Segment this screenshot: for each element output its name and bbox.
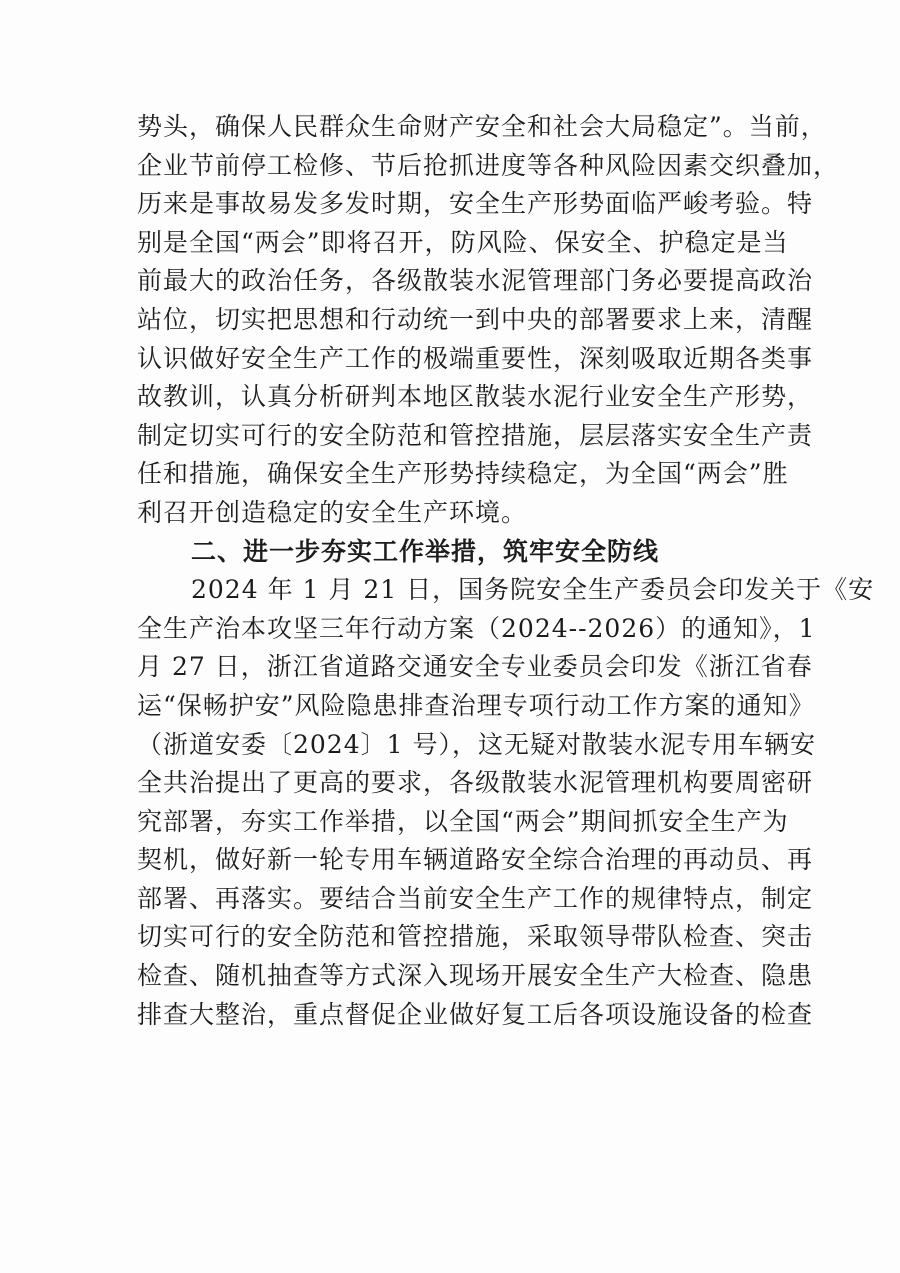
- paragraph-line: （浙道安委〔2024〕1 号），这无疑对散装水泥专用车辆安: [137, 729, 816, 759]
- paragraph-line: 制定切实可行的安全防范和管控措施，层层落实安全生产责: [137, 420, 814, 450]
- paragraph-line: 切实可行的安全防范和管控措施，采取领导带队检查、突击: [137, 922, 814, 952]
- paragraph-line: 势头，确保人民群众生命财产安全和社会大局稳定”。当前，: [137, 112, 827, 141]
- paragraph-line: 运“保畅护安”风险隐患排查治理专项行动工作方案的通知》: [137, 690, 815, 720]
- paragraph-line: 究部署，夯实工作举措，以全国“两会”期间抓安全生产为: [137, 806, 789, 836]
- paragraph-line: 别是全国“两会”即将召开，防风险、保安全、护稳定是当: [137, 227, 789, 257]
- paragraph-line: 任和措施，确保安全生产形势持续稳定，为全国“两会”胜: [137, 459, 789, 489]
- paragraph-line: 全生产治本攻坚三年行动方案（2024--2026）的通知》，1: [137, 613, 816, 643]
- section-heading: 二、进一步夯实工作举措，筑牢安全防线: [191, 536, 660, 566]
- paragraph-line: 认识做好安全生产工作的极端重要性，深刻吸取近期各类事: [137, 343, 814, 373]
- body-text: [137, 108, 875, 1034]
- paragraph-line: 故教训，认真分析研判本地区散装水泥行业安全生产形势，: [137, 382, 814, 412]
- paragraph-line: 2024 年 1 月 21 日，国务院安全生产委员会印发关于《安: [191, 575, 875, 605]
- paragraph-line: 站位，切实把思想和行动统一到中央的部署要求上来，清醒: [137, 304, 814, 334]
- paragraph-line: 部署、再落实。要结合当前安全生产工作的规律特点，制定: [137, 883, 814, 913]
- paragraph-line: 历来是事故易发多发时期，安全生产形势面临严峻考验。特: [137, 189, 814, 219]
- paragraph-line: 全共治提出了更高的要求，各级散装水泥管理机构要周密研: [137, 768, 814, 798]
- paragraph-line: 企业节前停工检修、节后抢抓进度等各种风险因素交织叠加，: [137, 150, 840, 180]
- paragraph-line: 前最大的政治任务，各级散装水泥管理部门务必要提高政治: [137, 266, 814, 296]
- paragraph-line: 检查、随机抽查等方式深入现场开展安全生产大检查、隐患: [137, 961, 814, 991]
- paragraph-line: 月 27 日，浙江省道路交通安全专业委员会印发《浙江省春: [137, 652, 813, 682]
- paragraph-line: 排查大整治，重点督促企业做好复工后各项设施设备的检查: [137, 999, 814, 1029]
- paragraph-line: 利召开创造稳定的安全生产环境。: [137, 497, 528, 527]
- paragraph-line: 契机，做好新一轮专用车辆道路安全综合治理的再动员、再: [137, 845, 814, 875]
